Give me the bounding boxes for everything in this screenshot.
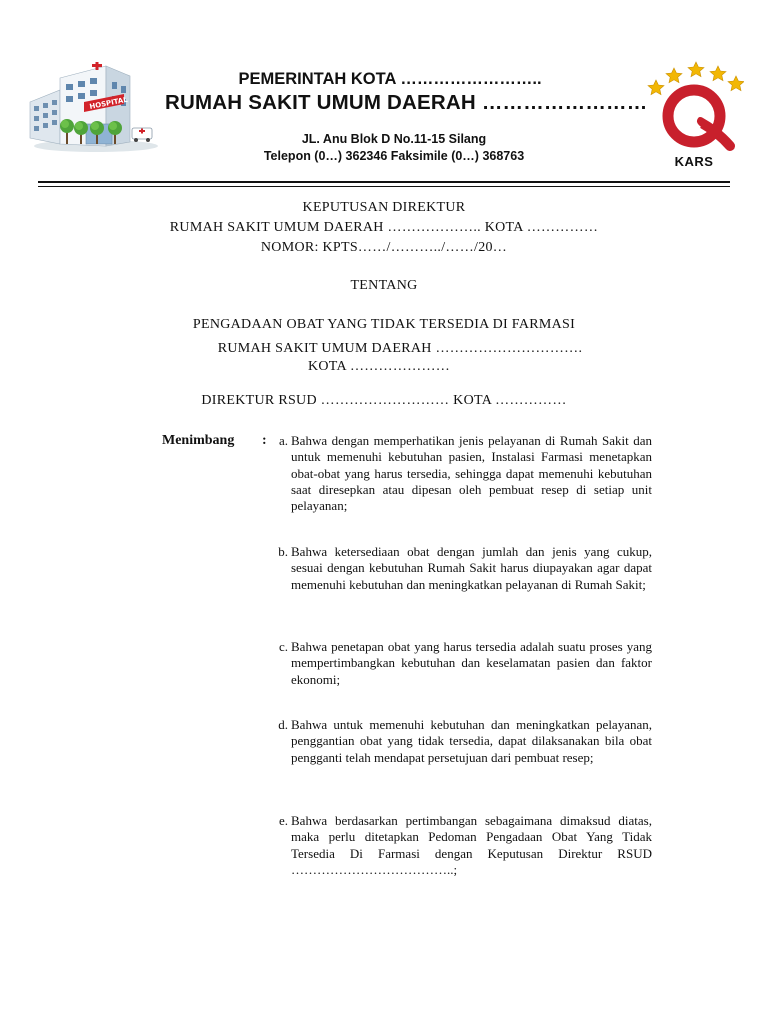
list-item <box>262 544 652 593</box>
decree-institution: RUMAH SAKIT UMUM DAERAH ……………….. KOTA …………… <box>169 220 599 235</box>
menimbang-colon: : <box>262 433 267 448</box>
tentang-heading: TENTANG <box>350 278 418 293</box>
decree-number: NOMOR: KPTS……/………../……/20… <box>260 240 508 255</box>
subject-line-1: PENGADAAN OBAT YANG TIDAK TERSEDIA DI FARMASI <box>192 317 576 332</box>
letterhead-divider-thin <box>38 186 730 187</box>
government-line: PEMERINTAH KOTA …………………….. <box>238 70 542 88</box>
item-letter: b. <box>278 544 288 559</box>
item-letter: e. <box>278 813 288 828</box>
address-line: JL. Anu Blok D No.11-15 Silang <box>301 132 487 146</box>
item-letter: d. <box>278 717 288 732</box>
item-letter: a. <box>278 433 288 448</box>
item-text: Bahwa ketersediaan obat dengan jumlah dan jenis yang cukup, sesuai dengan kebutuhan Rumah Sakit harus diupayakan agar dapat memenuhi kebutuhan dan meningkatkan pelayanan di Rumah Sakit; <box>291 544 652 592</box>
menimbang-label: Menimbang <box>162 433 235 448</box>
list-item <box>262 639 652 688</box>
hospital-sign-text: HOSPITAL <box>88 95 129 111</box>
item-text: Bahwa untuk memenuhi kebutuhan dan meningkatkan pelayanan, penggantian obat yang tidak tersedia, dapat dilaksanakan bila obat pengganti telah mendapat persetujuan dari pembuat resep; <box>291 717 652 765</box>
list-item <box>262 433 652 514</box>
item-letter: c. <box>278 639 288 654</box>
subject-line-2: RUMAH SAKIT UMUM DAERAH …………………………. <box>217 341 583 356</box>
phone-line: Telepon (0…) 362346 Faksimile (0…) 368763 <box>263 149 525 163</box>
kars-label: KARS <box>674 154 714 169</box>
item-text: Bahwa dengan memperhatikan jenis pelayanan di Rumah Sakit dan untuk memenuhi kebutuhan pasien, Instalasi Farmasi menetapkan obat-obat yang harus tersedia, sehingga dapat memenuhi kebutuhan saat diresepkan atau dipesan oleh pembuat resep di setiap unit pelayanan; <box>291 433 652 514</box>
hospital-name-line: RUMAH SAKIT UMUM DAERAH …………………… <box>165 91 648 114</box>
list-item <box>262 717 652 766</box>
item-text: Bahwa penetapan obat yang harus tersedia adalah suatu proses yang mempertimbangkan kebutuhan dan keselamatan pasien dan faktor ekonomi; <box>291 639 652 687</box>
letterhead-divider <box>38 181 730 183</box>
subject-line-3: KOTA ………………… <box>307 359 451 374</box>
list-item <box>262 813 652 878</box>
decree-title: KEPUTUSAN DIREKTUR <box>302 200 466 215</box>
director-line: DIREKTUR RSUD ……………………… KOTA …………… <box>201 393 567 408</box>
item-text: Bahwa berdasarkan pertimbangan sebagaimana dimaksud diatas, maka perlu ditetapkan Pedoman Pengadaan Obat Yang Tidak Tersedia Di Farmasi dengan Keputusan Direktur RSUD ………………………………..; <box>291 813 652 877</box>
